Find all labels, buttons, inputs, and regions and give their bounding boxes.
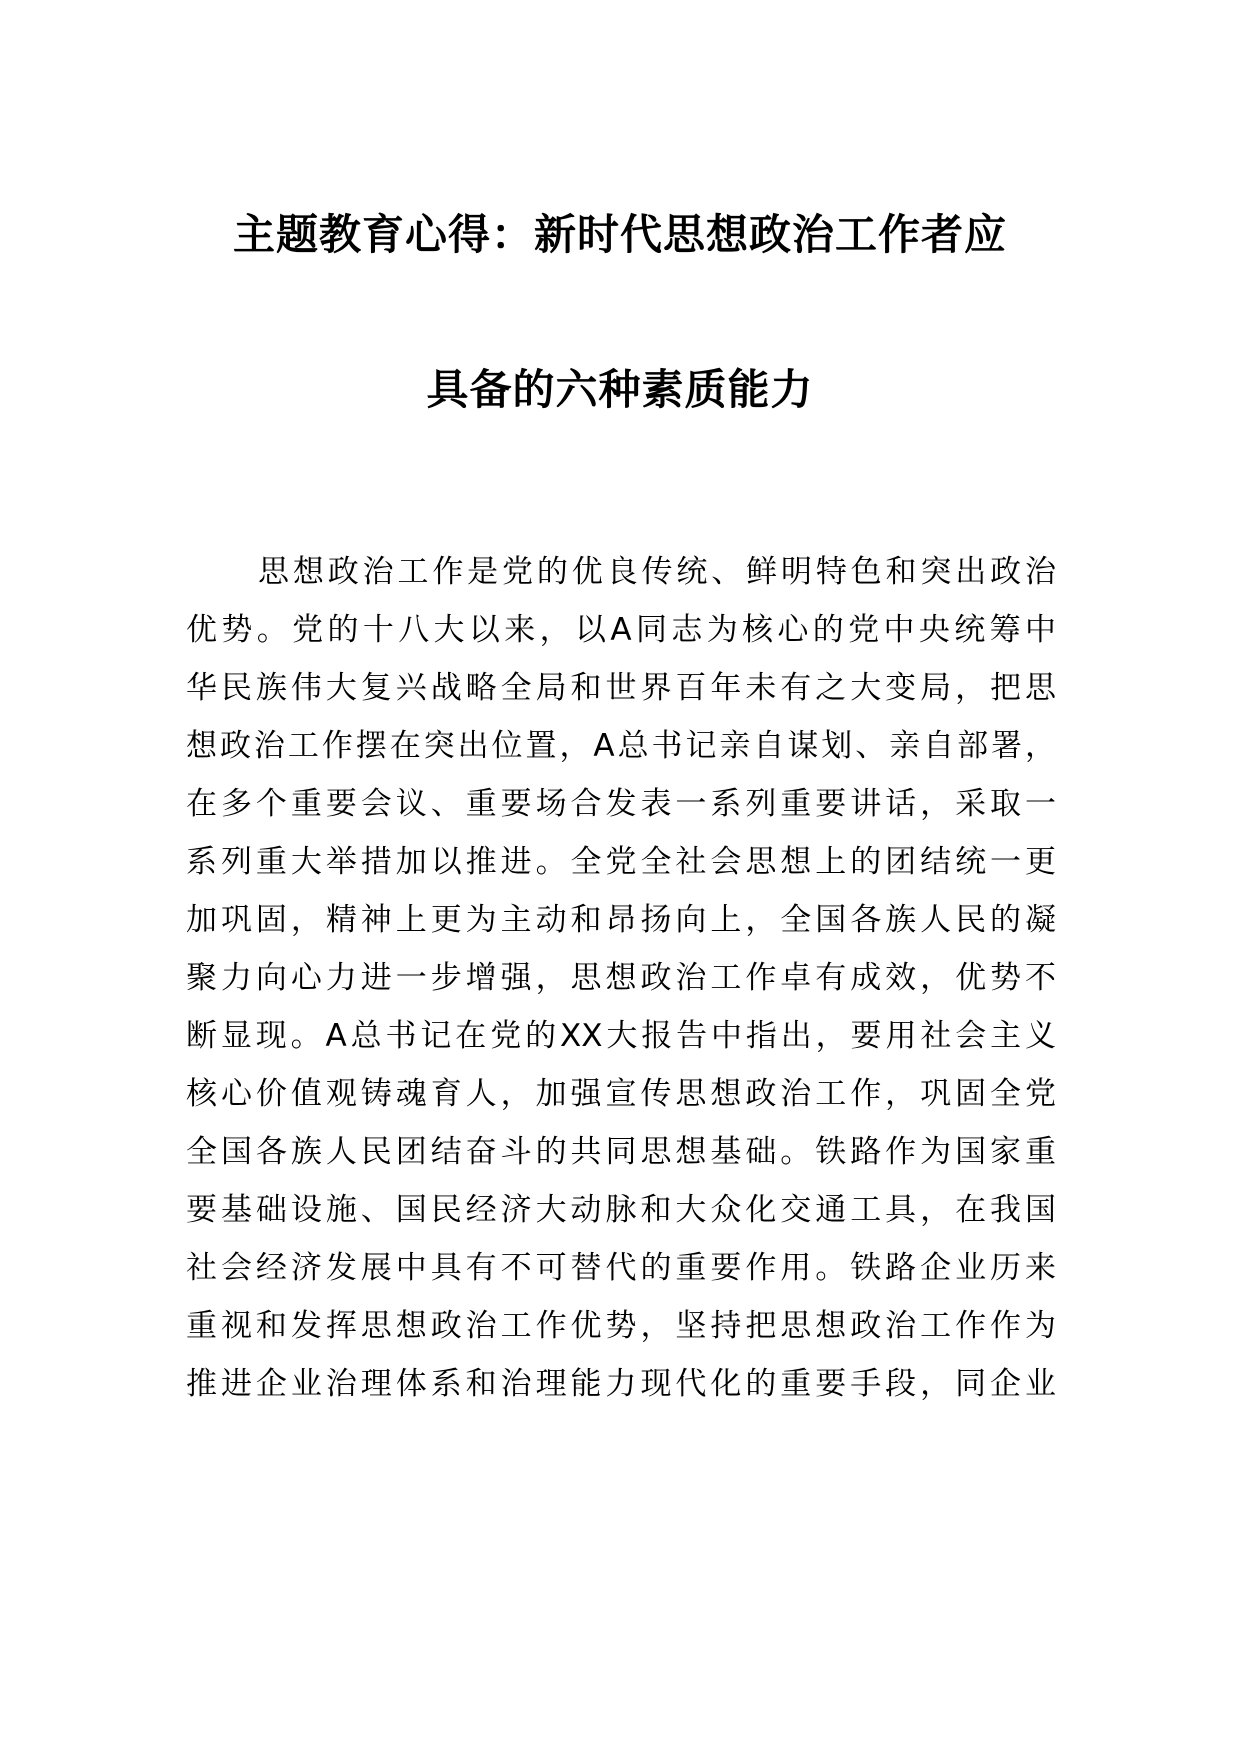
document-title-line-2: 具备的六种素质能力 — [426, 365, 814, 414]
paragraph-line: 断显现。A总书记在党的XX大报告中指出，要用社会主义 — [186, 1018, 1056, 1054]
paragraph-line: 全国各族人民团结奋斗的共同思想基础。铁路作为国家重 — [186, 1134, 1056, 1170]
paragraph-line: 聚力向心力进一步增强，思想政治工作卓有成效，优势不 — [186, 960, 1056, 996]
paragraph-line: 推进企业治理体系和治理能力现代化的重要手段，同企业 — [186, 1366, 1056, 1402]
paragraph-line: 要基础设施、国民经济大动脉和大众化交通工具，在我国 — [186, 1192, 1056, 1228]
paragraph-line: 社会经济发展中具有不可替代的重要作用。铁路企业历来 — [186, 1250, 1056, 1286]
paragraph-line: 优势。党的十八大以来，以A同志为核心的党中央统筹中 — [186, 612, 1056, 648]
paragraph-line: 思想政治工作是党的优良传统、鲜明特色和突出政治 — [258, 554, 1056, 590]
paragraph-line: 华民族伟大复兴战略全局和世界百年未有之大变局，把思 — [186, 670, 1056, 706]
paragraph-line: 核心价值观铸魂育人，加强宣传思想政治工作，巩固全党 — [186, 1076, 1056, 1112]
paragraph-line: 系列重大举措加以推进。全党全社会思想上的团结统一更 — [186, 844, 1056, 880]
paragraph-line: 想政治工作摆在突出位置，A总书记亲自谋划、亲自部署， — [186, 728, 1056, 764]
document-title-line-1: 主题教育心得：新时代思想政治工作者应 — [232, 210, 1007, 259]
paragraph-line: 在多个重要会议、重要场合发表一系列重要讲话，采取一 — [186, 786, 1056, 822]
paragraph-line: 加巩固，精神上更为主动和昂扬向上，全国各族人民的凝 — [186, 902, 1056, 938]
paragraph-line: 重视和发挥思想政治工作优势，坚持把思想政治工作作为 — [186, 1308, 1056, 1344]
